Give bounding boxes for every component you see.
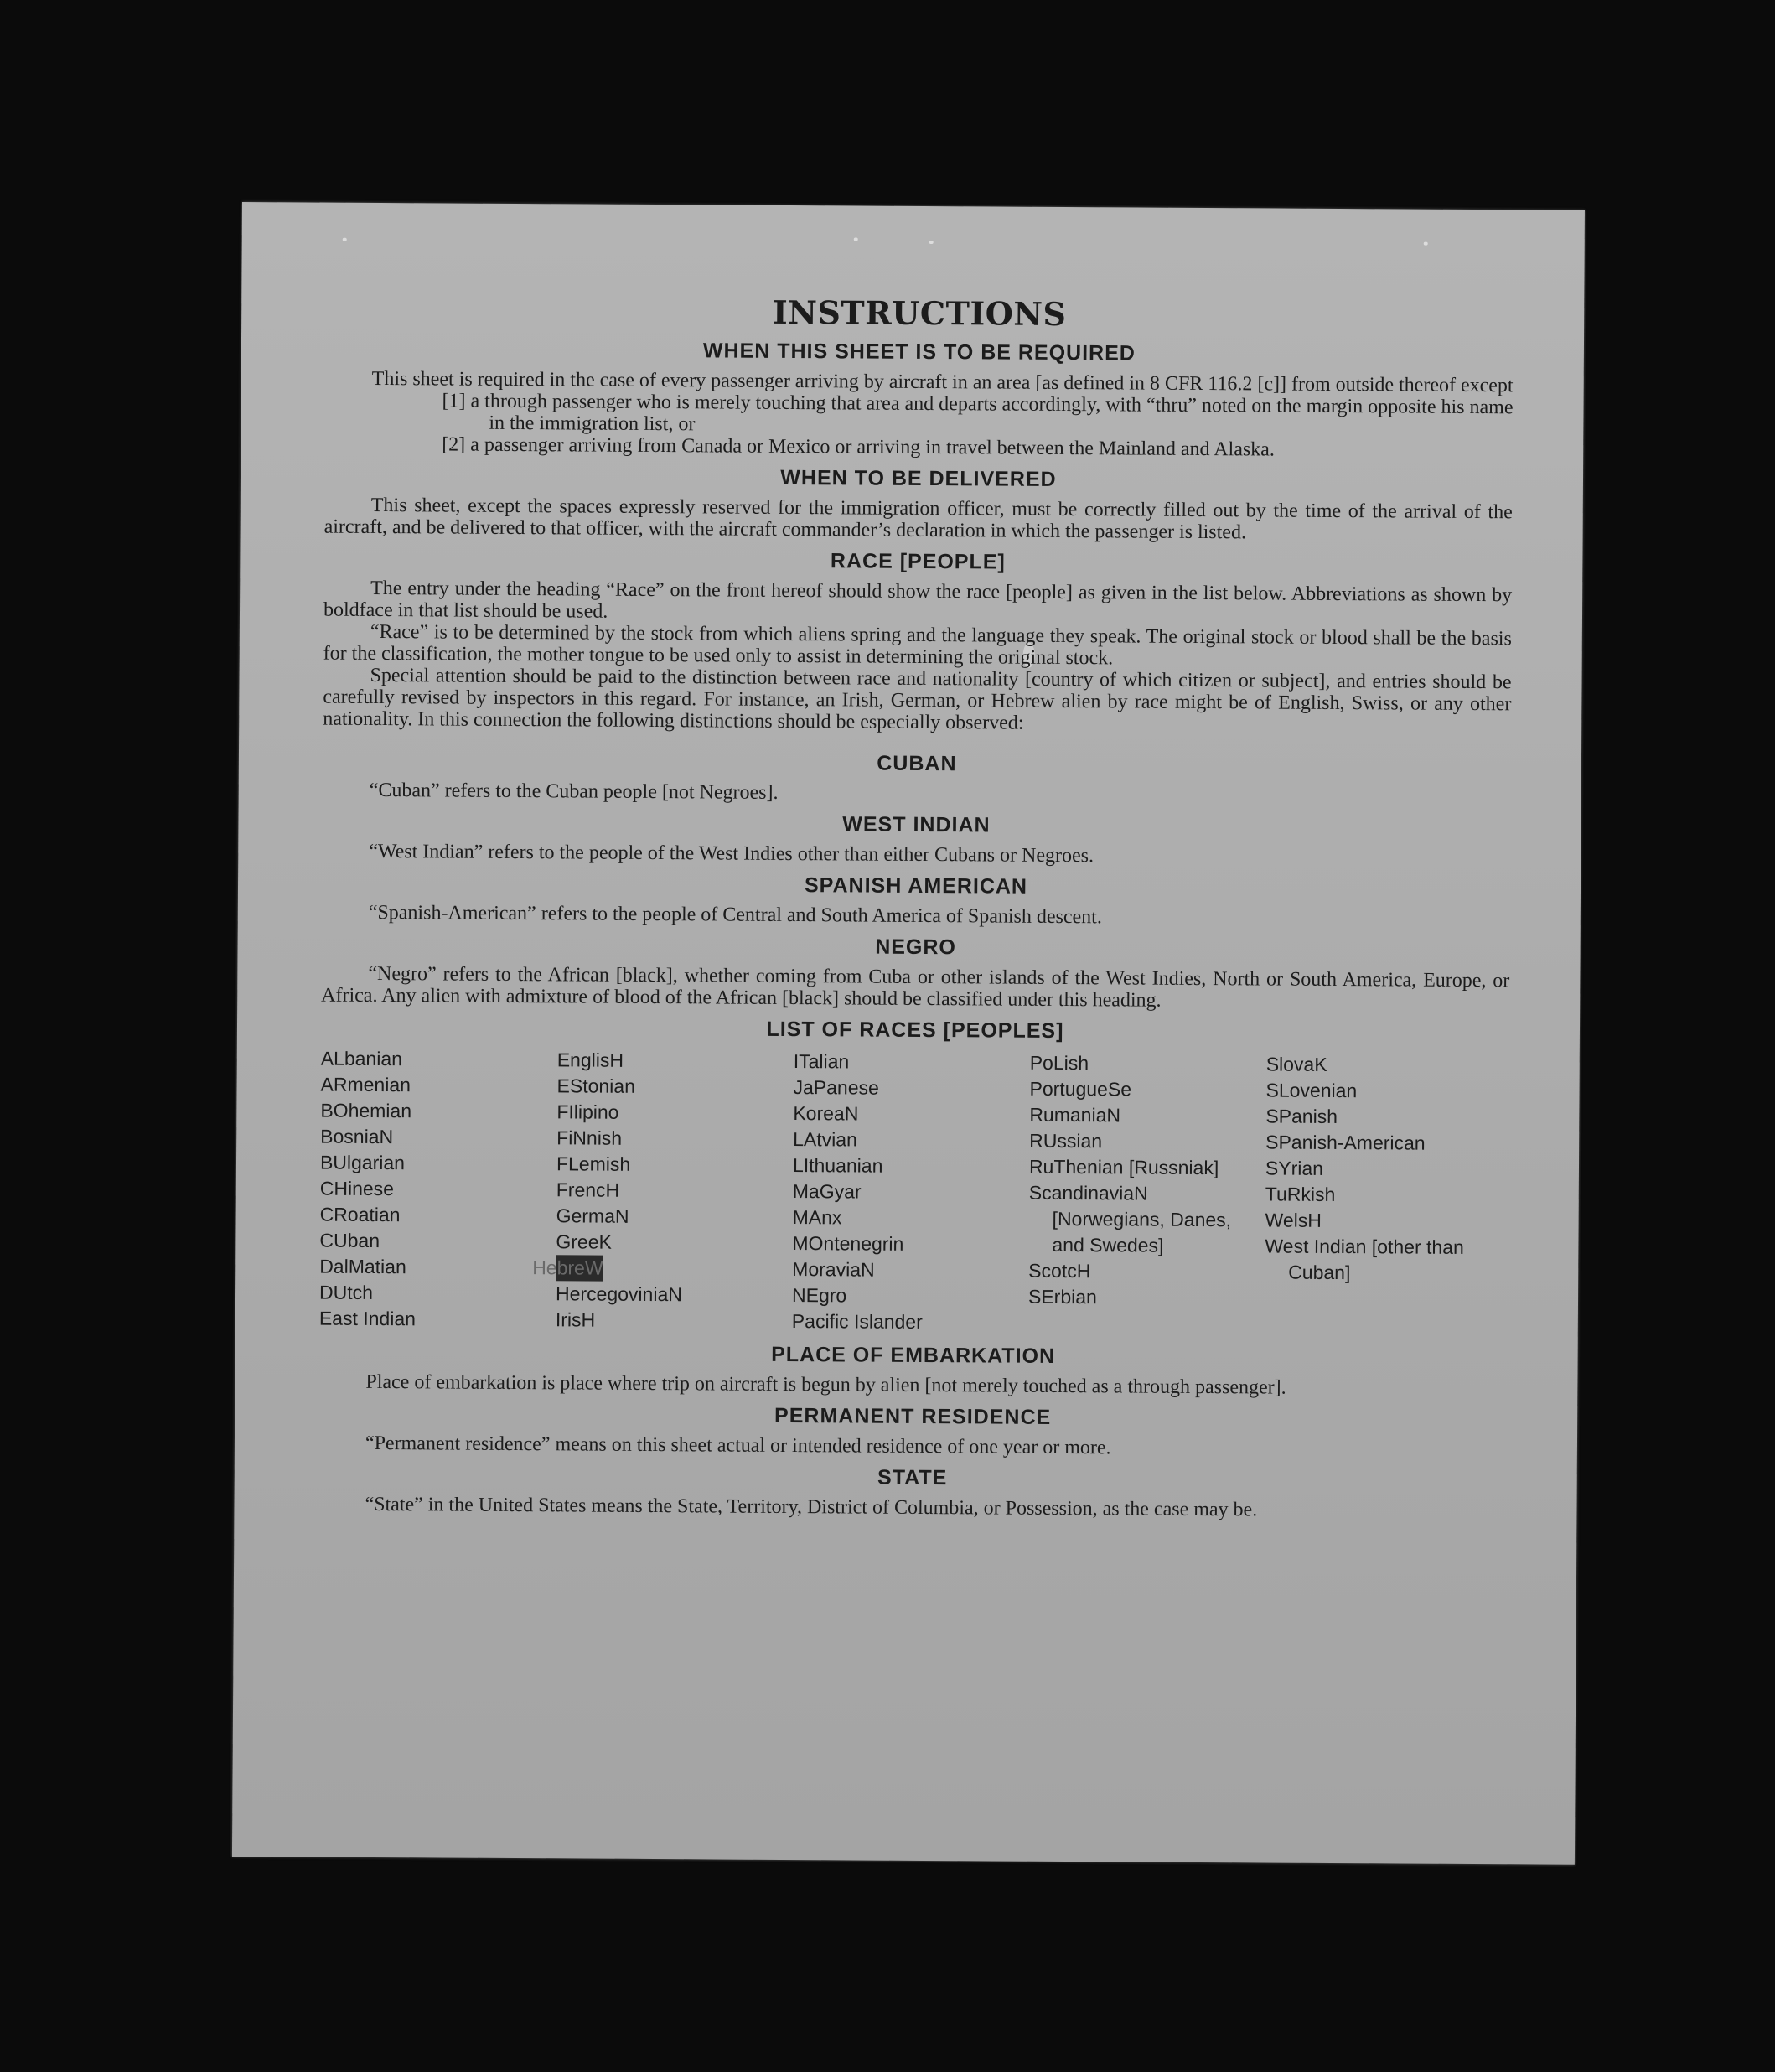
heading-west-indian: WEST INDIAN — [842, 812, 991, 837]
race-entry: GermaN — [556, 1204, 629, 1227]
heading-permanent-residence: PERMANENT RESIDENCE — [774, 1403, 1052, 1429]
west-indian-text: “West Indian” refers to the people of the West Indies other than either Cubans or Negroes. — [369, 840, 1094, 868]
heading-when-required: WHEN THIS SHEET IS TO BE REQUIRED — [702, 339, 1136, 365]
race-entry: IrisH — [555, 1308, 596, 1331]
document-sheet — [232, 202, 1585, 1865]
race-entry: TuRkish — [1265, 1183, 1336, 1205]
heading-place-of-embarkation: PLACE OF EMBARKATION — [771, 1342, 1056, 1368]
heading-state: STATE — [877, 1465, 948, 1490]
race-entry: PoLish — [1029, 1051, 1089, 1075]
races-column-3 — [792, 1049, 1030, 1336]
race-entry: SLovenian — [1265, 1079, 1358, 1102]
race-entry: BOhemian — [320, 1099, 412, 1122]
page-title: INSTRUCTIONS — [772, 293, 1067, 334]
residence-text: “Permanent residence” means on this sheet actual or intended residence of one year or more. — [365, 1432, 1111, 1459]
race-entry: RumaniaN — [1029, 1103, 1121, 1127]
race-entry: CHinese — [319, 1177, 395, 1200]
race-entry: East Indian — [318, 1307, 417, 1330]
race-entry: ARmenian — [320, 1073, 411, 1096]
race-entry: LIthuanian — [792, 1154, 883, 1177]
race-entry: SlovaK — [1265, 1053, 1327, 1075]
race-entry: MOntenegrin — [792, 1232, 904, 1255]
race-entry: CUban — [319, 1229, 380, 1252]
race-entry: SPanish — [1265, 1105, 1338, 1128]
heading-cuban: CUBAN — [877, 751, 957, 776]
races-column-4 — [1028, 1050, 1266, 1338]
negro-text: “Negro” refers to the African [black], whether coming from Cuba or other islands of the West Indies, North or South America, Europe, or Africa. Any alien with admixture of blood of the African [black] should be classified under this heading. — [321, 962, 1510, 1012]
race-entry: WelsH — [1265, 1209, 1322, 1231]
race-entry: BosniaN — [320, 1125, 394, 1148]
race-entry: ScotcH — [1028, 1259, 1091, 1282]
race-entry: West Indian [other than Cuban] — [1265, 1235, 1464, 1284]
race-entry: FIlipino — [556, 1101, 619, 1123]
race-entry: Pacific Islander — [791, 1310, 923, 1333]
race-entry: FrencH — [556, 1178, 620, 1201]
race-entry: DUtch — [318, 1281, 374, 1303]
state-text: “State” in the United States means the State, Territory, District of Columbia, or Possession, as the case may be. — [365, 1493, 1258, 1521]
race-entry: GreeK — [556, 1230, 612, 1253]
race-entry: NEgro — [791, 1284, 847, 1307]
races-column-1 — [319, 1046, 557, 1334]
races-column-2 — [532, 1047, 794, 1334]
race-entry: RuThenian [Russniak] — [1028, 1155, 1219, 1179]
heading-list-of-races: LIST OF RACES [PEOPLES] — [766, 1017, 1064, 1044]
race-paragraph-1: The entry under the heading “Race” on the front hereof should show the race [people] as given in the list below. Abbreviations as shown by boldface in that list should be used. — [323, 577, 1513, 623]
race-entry: KoreaN — [793, 1102, 859, 1125]
race-entry: MAnx — [792, 1206, 842, 1229]
exception-item-1: [1] a through passenger who is merely touching that area and departs accordingly, with “thru” noted on the margin opposite his name in the immigration list, or — [442, 390, 1514, 436]
heading-when-delivered: WHEN TO BE DELIVERED — [780, 465, 1057, 491]
exception-item-2: [2] a passenger arriving from Canada or Mexico or arriving in travel between the Mainland and Alaska. — [442, 433, 1275, 461]
race-entry: MoraviaN — [792, 1258, 875, 1281]
race-entry: MaGyar — [792, 1180, 862, 1203]
heading-spanish-american: SPANISH AMERICAN — [804, 873, 1028, 899]
race-entry: FiNnish — [556, 1127, 623, 1149]
race-entry: PortugueSe — [1029, 1077, 1132, 1101]
embarkation-text: Place of embarkation is place where trip on aircraft is begun by alien [not merely touched as a through passenger]. — [365, 1370, 1286, 1399]
race-entry: LAtvian — [793, 1128, 857, 1151]
race-entry: RUssian — [1029, 1129, 1103, 1153]
race-entry: DalMatian — [319, 1255, 406, 1278]
instructions-content — [318, 291, 1514, 1523]
race-entry: SYrian — [1265, 1157, 1324, 1179]
race-entry: ALbanian — [320, 1047, 403, 1070]
race-entry: FLemish — [556, 1153, 631, 1175]
heading-race: RACE [PEOPLE] — [830, 549, 1006, 574]
race-paragraph-2: “Race” is to be determined by the stock from which aliens spring and the language they speak. The original stock or blood shall be the basis for the classification, the mother tongue to be used only to assist in determining the original stock. — [323, 620, 1512, 670]
spanish-american-text: “Spanish-American” refers to the people of Central and South America of Spanish descent. — [368, 901, 1102, 929]
races-list — [319, 1046, 1509, 1339]
when-delivered-text: This sheet, except the spaces expressly reserved for the immigration officer, must be correctly filled out by the time of the arrival of the aircraft, and be delivered to that officer, with the aircraft commander’s declaration in which the passenger is listed. — [323, 494, 1513, 544]
race-entry: CRoatian — [319, 1203, 401, 1226]
race-entry: BUlgarian — [319, 1151, 406, 1174]
race-entry: ScandinaviaN [Norwegians, Danes, and Swedes] — [1028, 1181, 1232, 1256]
race-entry: EnglisH — [556, 1049, 624, 1071]
race-paragraph-3: Special attention should be paid to the distinction between race and nationality [country of which citizen or subject], and entries should be carefully revised by inspectors in this regard. For instance, an Irish, German, or Hebrew alien by race might be of English, Swiss, or any other nationality. In this connection the following distinctions should be especially observed: — [323, 664, 1512, 734]
race-entry: EStonian — [556, 1075, 636, 1097]
race-entry: SErbian — [1027, 1285, 1097, 1308]
races-column-5 — [1265, 1051, 1509, 1339]
race-entry: HercegoviniaN — [555, 1282, 682, 1306]
when-required-intro: This sheet is required in the case of every passenger arriving by aircraft in an area [as defined in 8 CFR 116.2 [c]] from outside thereof except — [371, 367, 1514, 397]
race-entry: HebreW — [556, 1255, 792, 1282]
race-entry: ITalian — [793, 1050, 850, 1073]
race-entry: SPanish-American — [1265, 1131, 1426, 1154]
race-entry: JaPanese — [793, 1076, 879, 1099]
cuban-text: “Cuban” refers to the Cuban people [not Negroes]. — [369, 779, 779, 804]
heading-negro: NEGRO — [875, 935, 957, 960]
